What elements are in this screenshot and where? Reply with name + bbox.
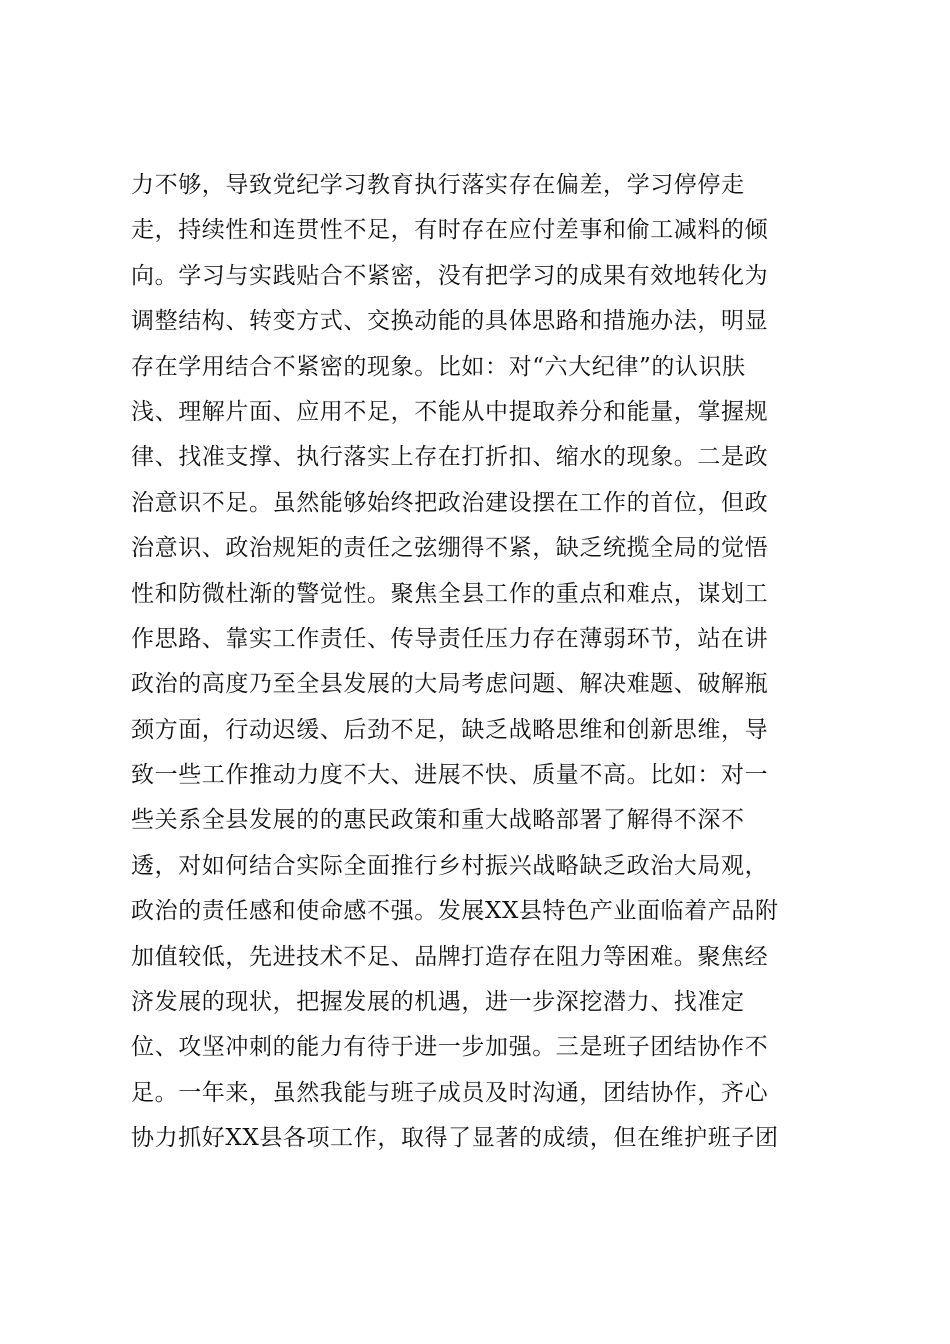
text-line: 向。学习与实践贴合不紧密，没有把学习的成果有效地转化为 <box>131 262 769 289</box>
text-line: 政治的高度乃至全县发展的大局考虑问题、解决难题、破解瓶 <box>131 671 769 698</box>
text-line: 足。一年来，虽然我能与班子成员及时沟通，团结协作，齐心 <box>131 1079 769 1106</box>
text-line: 治意识、政治规矩的责任之弦绷得不紧，缺乏统揽全局的觉悟 <box>131 535 769 562</box>
text-line: 济发展的现状，把握发展的机遇，进一步深挖潜力、找准定 <box>131 989 745 1016</box>
text-line: 些关系全县发展的的惠民政策和重大战略部署了解得不深不 <box>131 807 745 834</box>
body-text <box>131 163 831 1162</box>
text-line: 律、找准支撑、执行落实上存在打折扣、缩水的现象。二是政 <box>131 444 769 471</box>
text-line: 存在学用结合不紧密的现象。比如：对“六大纪律”的认识肤 <box>131 353 746 380</box>
text-line: 作思路、靠实工作责任、传导责任压力存在薄弱环节，站在讲 <box>131 625 769 652</box>
text-line: 致一些工作推动力度不大、进展不快、质量不高。比如：对一 <box>131 762 769 789</box>
text-line: 治意识不足。虽然能够始终把政治建设摆在工作的首位，但政 <box>131 489 769 516</box>
text-line: 调整结构、转变方式、交换动能的具体思路和措施办法，明显 <box>131 308 769 335</box>
text-line: 协力抓好XX县各项工作，取得了显著的成绩，但在维护班子团 <box>131 1125 779 1152</box>
text-line: 透，对如何结合实际全面推行乡村振兴战略缺乏政治大局观， <box>131 852 769 879</box>
text-line: 政治的责任感和使命感不强。发展XX县特色产业面临着产品附 <box>131 898 779 925</box>
text-line: 浅、理解片面、应用不足，不能从中提取养分和能量，掌握规 <box>131 398 769 425</box>
text-line: 加值较低，先进技术不足、品牌打造存在阻力等困难。聚焦经 <box>131 943 769 970</box>
text-line: 走，持续性和连贯性不足，有时存在应付差事和偷工减料的倾 <box>131 217 769 244</box>
text-line: 颈方面，行动迟缓、后劲不足，缺乏战略思维和创新思维，导 <box>131 716 769 743</box>
text-line: 性和防微杜渐的警觉性。聚焦全县工作的重点和难点，谋划工 <box>131 580 769 607</box>
text-line: 位、攻坚冲刺的能力有待于进一步加强。三是班子团结协作不 <box>131 1034 769 1061</box>
text-line: 力不够，导致党纪学习教育执行落实存在偏差，学习停停走 <box>131 172 745 198</box>
